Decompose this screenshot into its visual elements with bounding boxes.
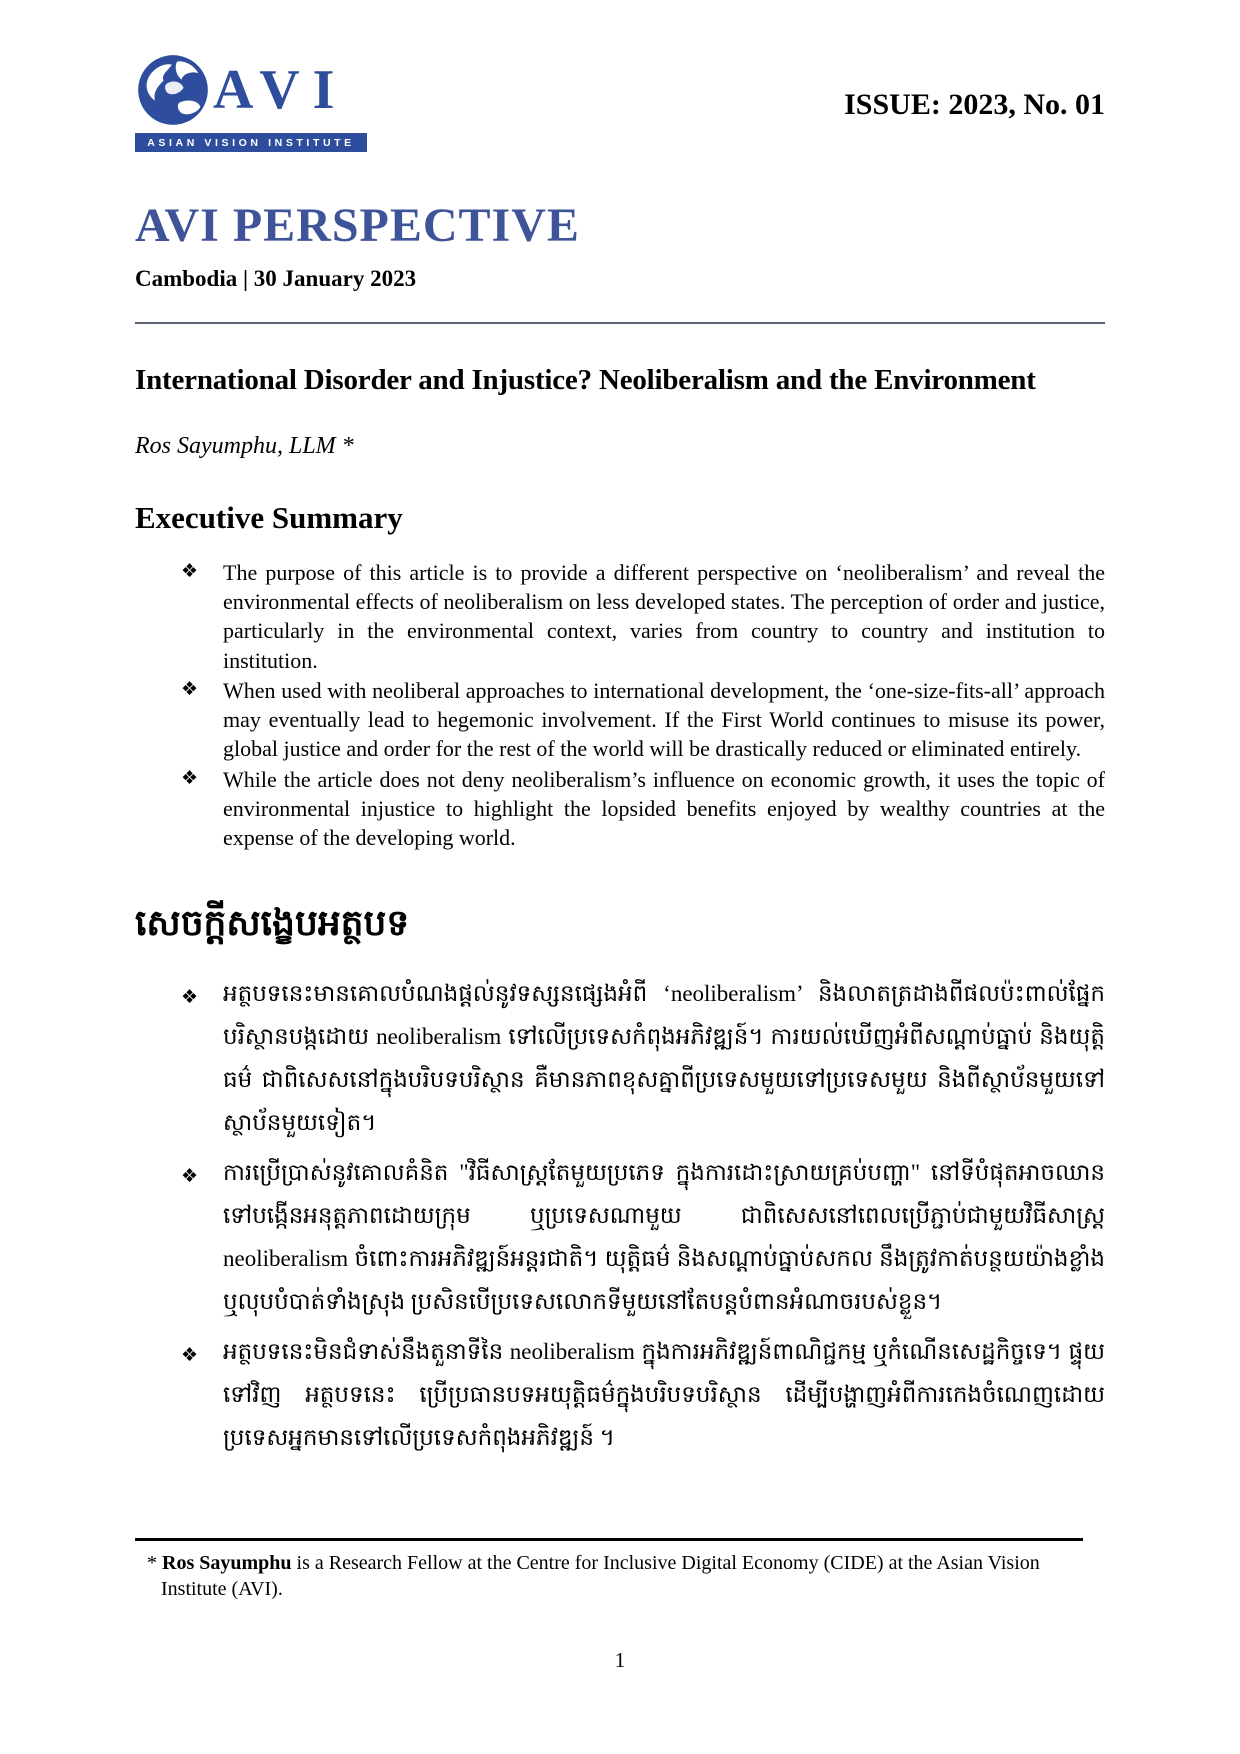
khmer-bullet [135, 1330, 1105, 1460]
summary-bullet-text: When used with neoliberal approaches to international development, the ‘one-size-fits-all’ approach may eventually lead to hegemonic involvement. If the First World continues to misuse its power, global justice and order for the rest of the world will be drastically reduced or eliminated entirely. [223, 677, 1105, 762]
diamond-bullet-icon: ❖ [181, 677, 199, 700]
khmer-bullet [135, 972, 1105, 1145]
masthead-divider [135, 322, 1105, 324]
page-number: 1 [614, 1648, 626, 1672]
khmer-bullet-text: ការប្រើប្រាស់នូវគោលគំនិត "វិធីសាស្ត្រតែមួយប្រភេទ ក្នុងការដោះស្រាយគ្រប់បញ្ហា" នៅទីបំផុតអាចឈានទៅបង្កើនអនុត្តភាពដោយក្រុម ឬប្រទេសណាមួយ ជាពិសេសនៅពេលប្រើភ្ជាប់ជាមួយវិធីសាស្ត្រ neoliberalism ចំពោះការអភិវឌ្ឍន៍អន្តរជាតិ។ យុត្តិធម៌ និងសណ្តាប់ធ្នាប់សកល នឹងត្រូវកាត់បន្ថយយ៉ាងខ្លាំង ឬលុបបំបាត់ទាំងស្រុង ប្រសិនបើប្រទេសលោកទីមួយនៅតែបន្តបំពានអំណាចរបស់ខ្លួន។ [223, 1159, 1105, 1315]
footnote-marker: * [147, 1552, 162, 1574]
logo-banner: ASIAN VISION INSTITUTE [135, 133, 367, 152]
diamond-bullet-icon: ❖ [181, 985, 199, 1008]
footnote [135, 1538, 1083, 1602]
avi-logo [135, 52, 367, 152]
diamond-bullet-icon: ❖ [181, 559, 199, 582]
article-title: International Disorder and Injustice? Neoliberalism and the Environment [135, 364, 1036, 396]
article-author: Ros Sayumphu, LLM * [135, 432, 354, 459]
summary-bullet-text: While the article does not deny neoliberalism’s influence on economic growth, it uses the topic of environmental injustice to highlight the lopsided benefits enjoyed by wealthy countries at the expense of the developing world. [223, 766, 1105, 851]
masthead-title: AVI PERSPECTIVE [135, 199, 580, 252]
summary-bullet [135, 765, 1105, 853]
issue-label: ISSUE: 2023, No. 01 [844, 88, 1105, 121]
footnote-text: is a Research Fellow at the Centre for Inclusive Digital Economy (CIDE) at the Asian Vision Institute (AVI). [161, 1552, 1040, 1600]
diamond-bullet-icon: ❖ [181, 766, 199, 789]
khmer-bullet [135, 1151, 1105, 1324]
globe-icon [135, 52, 211, 128]
summary-bullet [135, 558, 1105, 675]
khmer-summary-heading: សេចក្តីសង្ខេបអត្ថបទ [135, 903, 410, 944]
diamond-bullet-icon: ❖ [181, 1343, 199, 1366]
logo-acronym: AVI [213, 59, 348, 121]
executive-summary-heading: Executive Summary [135, 499, 403, 535]
dateline: Cambodia | 30 January 2023 [135, 266, 417, 291]
diamond-bullet-icon: ❖ [181, 1164, 199, 1187]
summary-bullet [135, 676, 1105, 764]
khmer-bullet-text: អត្ថបទនេះមិនជំទាស់នឹងតួនាទីនៃ neoliberalism ក្នុងការអភិវឌ្ឍន៍ពាណិជ្ជកម្ម ឬកំណើនសេដ្ឋកិច្ចទេ។ ផ្ទុយទៅវិញ អត្ថបទនេះ ប្រើប្រធានបទអយុត្តិធម៌ក្នុងបរិបទបរិស្ថាន ដើម្បីបង្ហាញអំពីការកេងចំណេញដោយប្រទេសអ្នកមានទៅលើប្រទេសកំពុងអភិវឌ្ឍន៍ ។ [223, 1338, 1105, 1450]
khmer-bullet-text: អត្ថបទនេះមានគោលបំណងផ្តល់នូវទស្សនផ្សេងអំពី ‘neoliberalism’ និងលាតត្រដាងពីផលប៉ះពាល់ផ្នែកបរិស្ថានបង្កដោយ neoliberalism ទៅលើប្រទេសកំពុងអភិវឌ្ឍន៍។ ការយល់ឃើញអំពីសណ្តាប់ធ្នាប់ និងយុត្តិធម៌ ជាពិសេសនៅក្នុងបរិបទបរិស្ថាន គឺមានភាពខុសគ្នាពីប្រទេសមួយទៅប្រទេសមួយ និងពីស្ថាប័នមួយទៅស្ថាប័នមួយទៀត។ [223, 980, 1105, 1136]
page-header [135, 52, 1105, 152]
summary-bullet-text: The purpose of this article is to provide a different perspective on ‘neoliberalism’ and reveal the environmental effects of neoliberalism on less developed states. The perception of order and justice, particularly in the environmental context, varies from country to country and institution to institution. [223, 559, 1105, 673]
khmer-summary-list [135, 972, 1105, 1460]
executive-summary-list [135, 558, 1105, 853]
footnote-author-name: Ros Sayumphu [162, 1552, 292, 1574]
